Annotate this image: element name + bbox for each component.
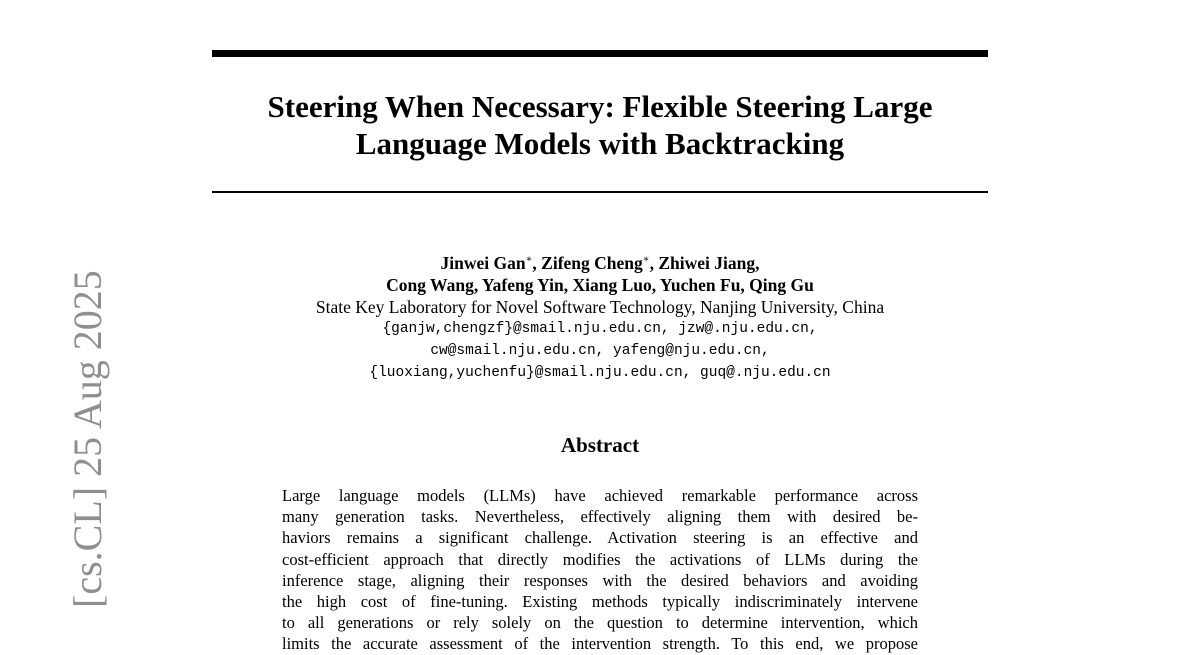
- author-name: Zhiwei Jiang,: [658, 252, 760, 273]
- abstract-line: many generation tasks. Nevertheless, effectively aligning them with desired be-: [282, 507, 918, 527]
- authors-line-2: Cong Wang, Yafeng Yin, Xiang Luo, Yuchen Fu, Qing Gu: [386, 274, 814, 295]
- abstract-line: to all generations or rely solely on the question to determine intervention, which: [282, 613, 918, 633]
- paper-title: [212, 88, 988, 162]
- arxiv-stamp: [cs.CL] 25 Aug 2025: [65, 270, 110, 608]
- author-block: [212, 249, 988, 384]
- abstract-line: limits the accurate assessment of the intervention strength. To this end, we propose: [282, 634, 918, 654]
- title-line: Language Models with Backtracking: [355, 126, 845, 161]
- equal-contribution-mark: ∗: [525, 254, 533, 265]
- abstract-heading: Abstract: [560, 433, 640, 457]
- abstract-line: Large language models (LLMs) have achieved remarkable performance across: [282, 486, 918, 505]
- email-line: cw@smail.nju.edu.cn, yafeng@nju.edu.cn,: [430, 342, 770, 359]
- author-name: Jinwei Gan: [440, 252, 526, 273]
- affiliation: State Key Laboratory for Novel Software Technology, Nanjing University, China: [315, 296, 885, 317]
- abstract-body: [282, 485, 918, 655]
- authors-line-1: Jinwei Gan∗, Zifeng Cheng∗, Zhiwei Jiang,: [440, 252, 760, 273]
- top-rule: [212, 50, 988, 57]
- email-line: {ganjw,chengzf}@smail.nju.edu.cn, jzw@.nju.edu.cn,: [382, 320, 818, 337]
- abstract-line: the high cost of fine-tuning. Existing methods typically indiscriminately intervene: [282, 592, 918, 612]
- title-rule: [212, 191, 988, 193]
- email-line: {luoxiang,yuchenfu}@smail.nju.edu.cn, guq@.nju.edu.cn: [369, 364, 831, 381]
- author-name: Zifeng Cheng: [541, 252, 643, 273]
- title-line: Steering When Necessary: Flexible Steering Large: [267, 89, 933, 124]
- abstract-line: cost-efficient approach that directly modifies the activations of LLMs during the: [282, 549, 918, 569]
- equal-contribution-mark: ∗: [642, 254, 650, 265]
- abstract-line: inference stage, aligning their responses with the desired behaviors and avoiding: [282, 570, 918, 590]
- abstract-line: haviors remains a significant challenge. Activation steering is an effective and: [282, 528, 918, 548]
